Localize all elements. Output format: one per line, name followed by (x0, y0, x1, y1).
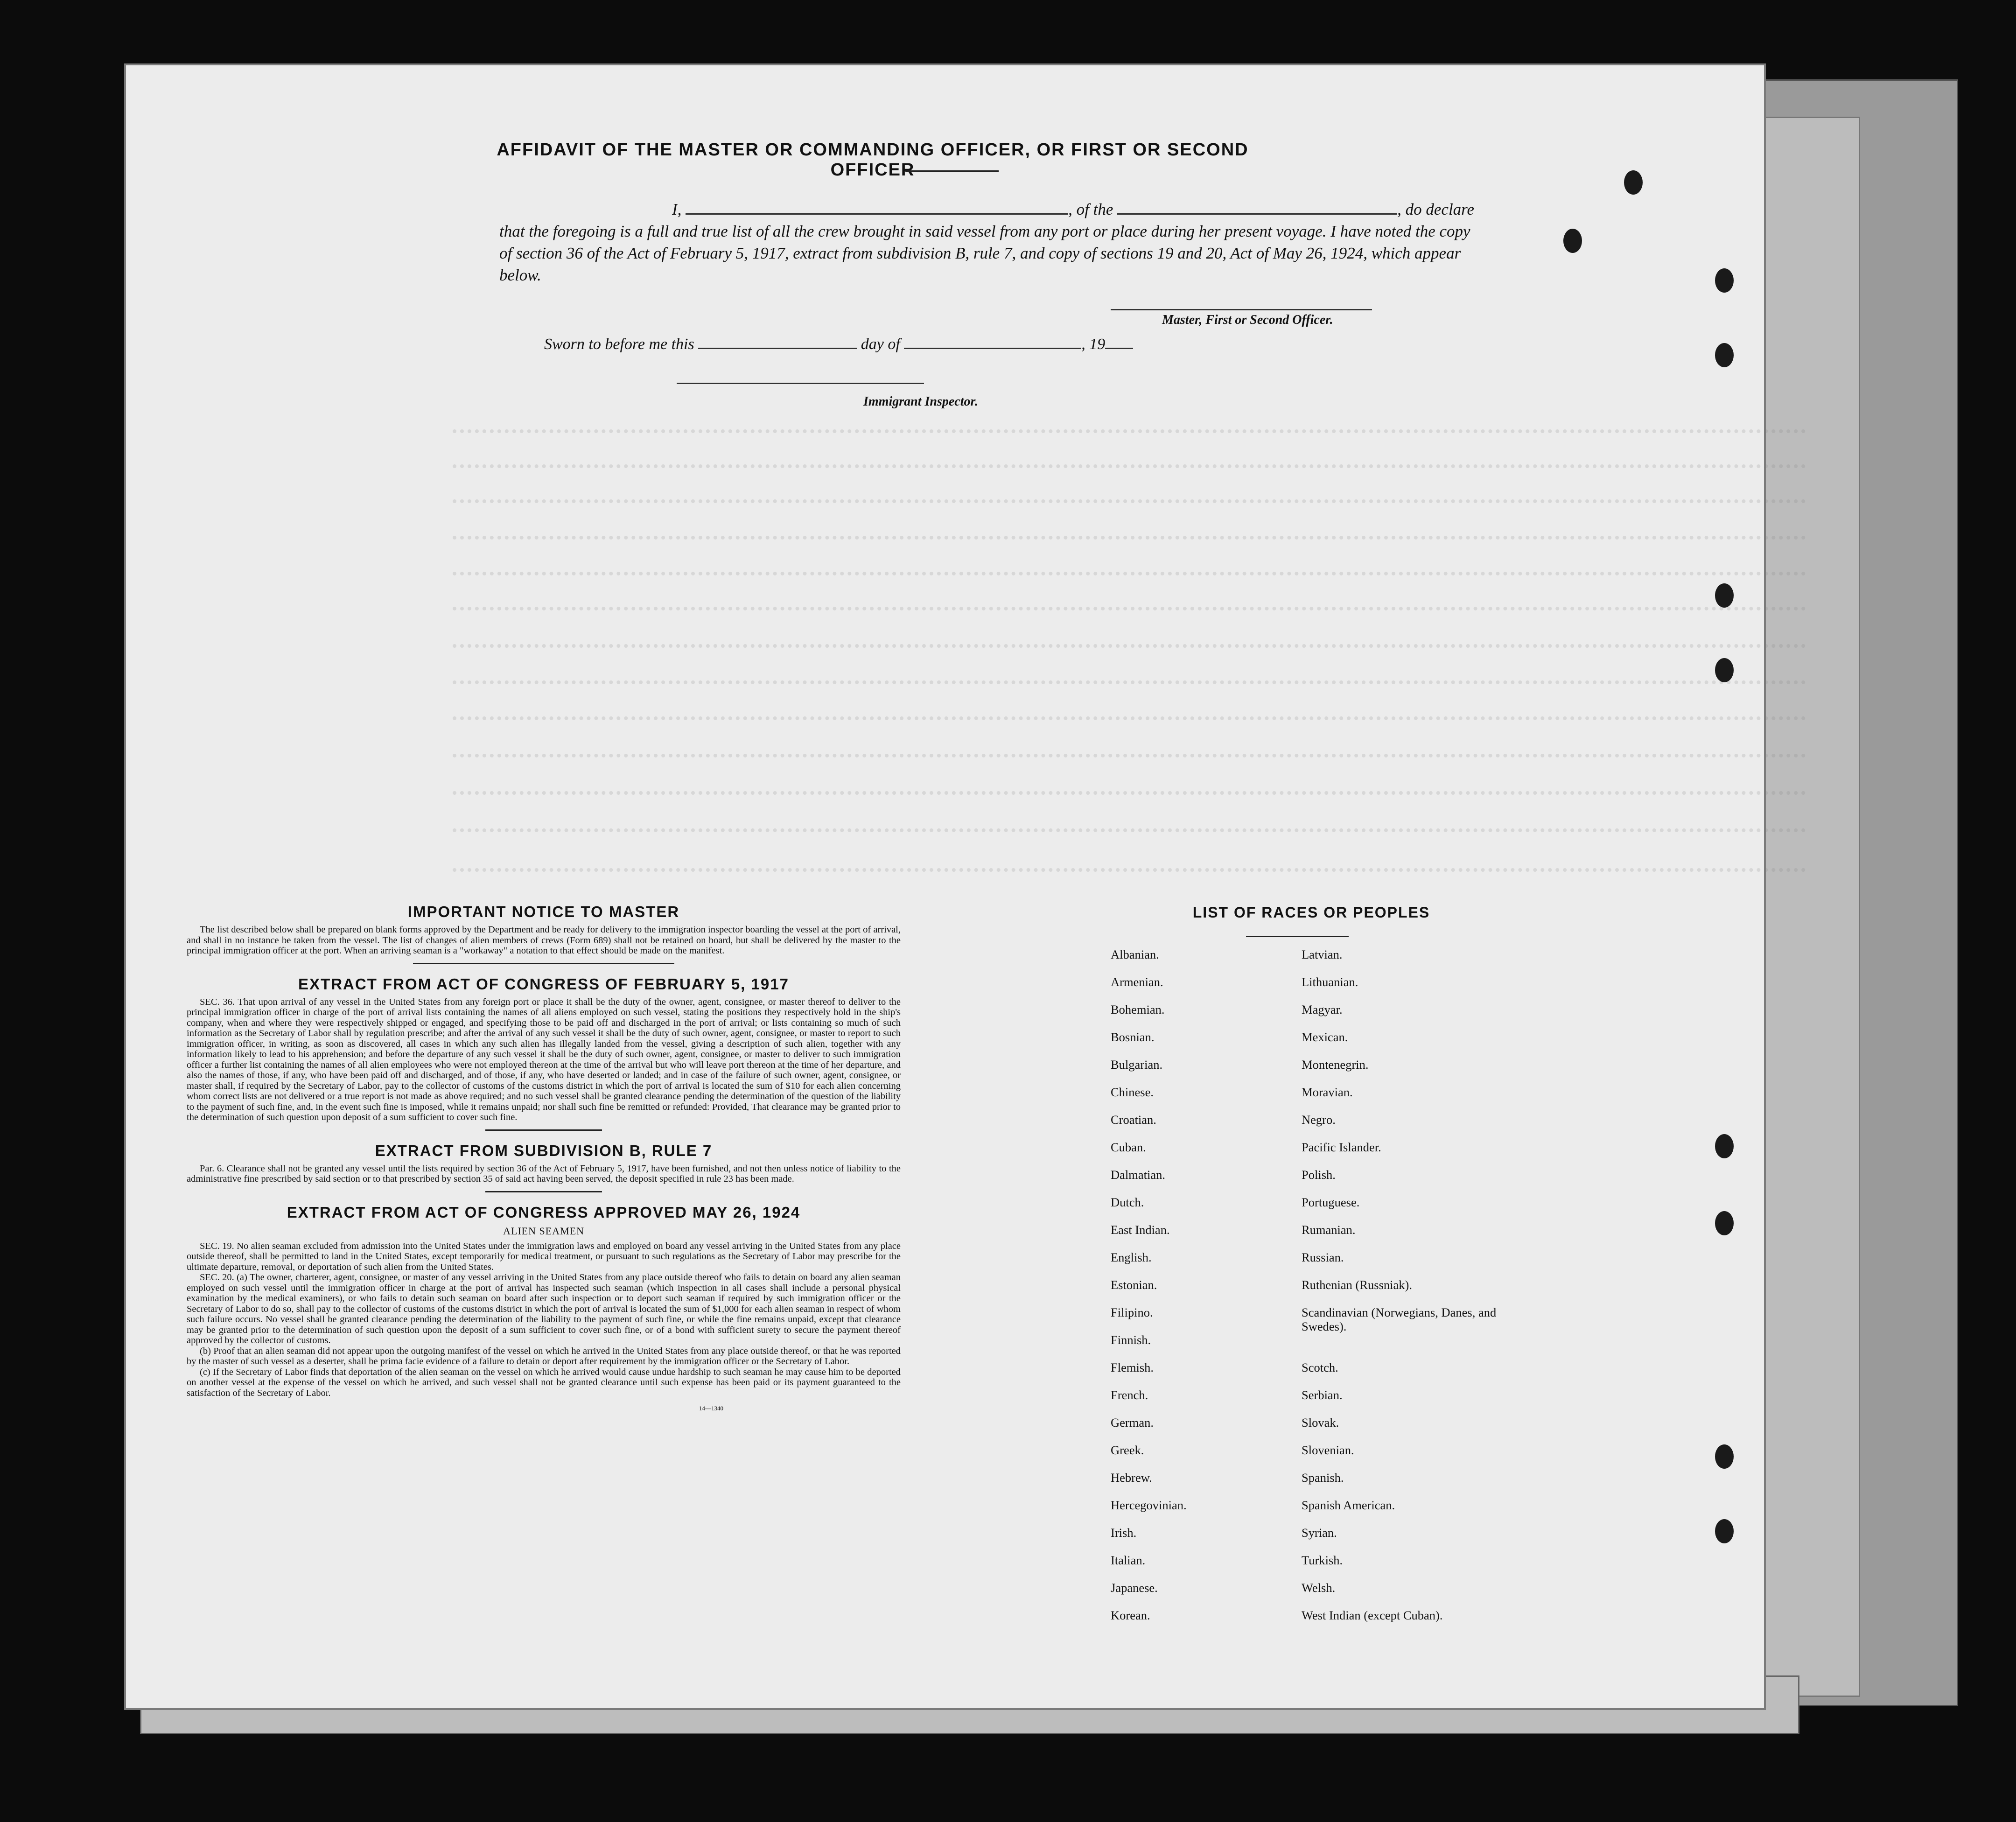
bleed-through-row (453, 499, 1806, 504)
extract-1924-sec19: SEC. 19. No alien seaman excluded from admission into the United States under the immigration laws and employed on board any vessel arriving in the United States from any place outside thereof, shall be permitted to land in the United States, except temporarily for medical treatment, or pursuant to such regulations as the Secretary of Labor may prescribe for the ultimate departure, removal, or deportation of such alien from the United States. (187, 1240, 901, 1272)
race-item: Filipino. (1111, 1305, 1153, 1319)
race-item: Serbian. (1302, 1388, 1343, 1402)
race-item: Italian. (1111, 1553, 1146, 1567)
bleed-through-row (453, 429, 1806, 434)
bleed-through-row (453, 536, 1806, 540)
punch-hole (1715, 1519, 1734, 1543)
race-item: Syrian. (1302, 1526, 1337, 1540)
title-rule (905, 170, 999, 172)
race-item: Dutch. (1111, 1195, 1144, 1209)
affidavit-i-label: I, (672, 200, 682, 218)
bleed-through-row (453, 464, 1806, 469)
race-item: Rumanian. (1302, 1223, 1356, 1237)
extract-1924-body (187, 1241, 901, 1399)
race-item: English. (1111, 1250, 1152, 1264)
extract-rule7-title: EXTRACT FROM SUBDIVISION B, RULE 7 (375, 1142, 713, 1159)
notice-column (187, 903, 901, 1412)
race-item: Ruthenian (Russniak). (1302, 1278, 1412, 1292)
affidavit-title: AFFIDAVIT OF THE MASTER OR COMMANDING OFFICER, OR FIRST OR SECOND OFFICER (497, 140, 1249, 180)
race-item: Latvian. (1302, 947, 1343, 961)
sworn-year-field[interactable] (1105, 334, 1133, 349)
section-rule (485, 1191, 602, 1192)
sworn-month-field[interactable] (904, 334, 1081, 349)
race-item: Finnish. (1111, 1333, 1151, 1347)
inspector-caption: Immigrant Inspector. (863, 394, 978, 409)
race-item: Albanian. (1111, 947, 1159, 961)
race-item: Flemish. (1111, 1360, 1154, 1374)
of-the-label: , of the (1068, 200, 1113, 218)
race-item: German. (1111, 1416, 1154, 1430)
extract-1917-title: EXTRACT FROM ACT OF CONGRESS OF FEBRUARY 5, 1917 (298, 975, 789, 993)
declare-label: , do declare (1397, 200, 1475, 218)
races-list-left (1111, 947, 1187, 1636)
extract-rule7-paragraph: Par. 6. Clearance shall not be granted any vessel until the lists required by section 36 of the Act of February 5, 1917, have been furnished, and not then unless notice of liability to the administrative fine prescribed by said section or to that prescribed by section 35 of said act having been served, the deposit specified in rule 23 has been made. (187, 1163, 901, 1184)
race-item: Moravian. (1302, 1085, 1353, 1099)
race-item: Irish. (1111, 1526, 1137, 1540)
race-item: Welsh. (1302, 1581, 1336, 1595)
race-item: Spanish. (1302, 1471, 1344, 1485)
notice-title: IMPORTANT NOTICE TO MASTER (407, 903, 680, 920)
bleed-through-row (453, 644, 1806, 649)
race-item: Hebrew. (1111, 1471, 1152, 1485)
race-item: Polish. (1302, 1168, 1336, 1182)
document-page (126, 65, 1764, 1708)
bleed-through-row (453, 868, 1806, 873)
race-item: Armenian. (1111, 975, 1163, 989)
race-item: Bulgarian. (1111, 1058, 1163, 1072)
year-label: , 19 (1081, 336, 1106, 353)
punch-hole (1715, 343, 1734, 367)
race-item: East Indian. (1111, 1223, 1170, 1237)
affidavit-body (499, 198, 1479, 286)
bleed-through-row (453, 828, 1806, 833)
inspector-signature-line[interactable] (677, 383, 924, 384)
race-item: Montenegrin. (1302, 1058, 1369, 1072)
race-item: Scandinavian (Norwegians, Danes, and Swedes). (1302, 1305, 1497, 1333)
race-item: Pacific Islander. (1302, 1140, 1381, 1154)
extract-1924-title: EXTRACT FROM ACT OF CONGRESS APPROVED MAY 26, 1924 (287, 1203, 801, 1221)
race-item: Dalmatian. (1111, 1168, 1165, 1182)
extract-1924-sec20a: SEC. 20. (a) The owner, charterer, agent, consignee, or master of any vessel arriving in the United States from any place outside thereof who fails to detain on board any alien seaman employed on such vessel until the immigration officer in charge at the port of arrival has inspected such seaman (which inspection in all cases shall include a personal physical examination by the medical examiners), or who fails to detain such seaman on board after such inspection or to deport such seaman if required by such immigration officer or the Secretary of Labor to do so, shall pay to the collector of customs of the customs district in which the port of arrival is located the sum of $1,000 for each alien seaman in respect of whom such failure occurs. No vessel shall be granted clearance pending the determination of the liability to the payment of such fine, or while the fine remains unpaid, except that clearance may be granted prior to the determination of such question upon the deposit of a sum sufficient to cover such fine, or of a bond with sufficient surety to secure the payment thereof approved by the collector of customs. (187, 1272, 901, 1345)
bleed-through-row (453, 791, 1806, 796)
extract-1924-sec20c: (c) If the Secretary of Labor finds that deportation of the alien seaman on the vessel on which he arrived would cause undue hardship to such seaman he may cause him to be deported on another vessel at the expense of the vessel on which he arrived, and such vessel shall not be granted clearance until such expense has been paid or its payment guaranteed to the satisfaction of the Secretary of Labor. (187, 1366, 901, 1398)
races-title: LIST OF RACES OR PEOPLES (1192, 904, 1430, 921)
race-item: Estonian. (1111, 1278, 1157, 1292)
notice-paragraph: The list described below shall be prepared on blank forms approved by the Department and be ready for delivery to the immigration inspector boarding the vessel at the port of arrival, and shall in no instance be taken from the vessel. The list of changes of alien members of crews (Form 689) shall not be retained on board, but shall be delivered by the master to the principal immigration officer at the port. When an arriving seaman is a "workaway" a notation to that effect should be made on the manifest. (187, 925, 901, 956)
punch-hole (1715, 658, 1734, 682)
sworn-day-field[interactable] (698, 334, 857, 349)
affidavit-line-1 (499, 198, 1479, 220)
race-item: Japanese. (1111, 1581, 1158, 1595)
race-item: Slovenian. (1302, 1443, 1354, 1457)
race-item: Hercegovinian. (1111, 1498, 1187, 1512)
race-item: French. (1111, 1388, 1148, 1402)
race-item: Cuban. (1111, 1140, 1146, 1154)
punch-hole (1715, 1211, 1734, 1235)
races-rule (1246, 936, 1349, 937)
race-item: Scotch. (1302, 1360, 1338, 1374)
extract-1917-body (187, 997, 901, 1123)
race-item: Bohemian. (1111, 1002, 1165, 1016)
race-item: Chinese. (1111, 1085, 1154, 1099)
race-item: Mexican. (1302, 1030, 1348, 1044)
race-item: Turkish. (1302, 1553, 1343, 1567)
race-item: Spanish American. (1302, 1498, 1395, 1512)
bleed-through-row (453, 572, 1806, 576)
race-item: Greek. (1111, 1443, 1144, 1457)
race-item: Magyar. (1302, 1002, 1343, 1016)
race-item: Croatian. (1111, 1113, 1156, 1127)
punch-hole (1715, 1444, 1734, 1469)
punch-hole (1624, 170, 1643, 195)
punch-hole (1715, 583, 1734, 608)
race-item: Korean. (1111, 1608, 1150, 1622)
extract-1917-paragraph: SEC. 36. That upon arrival of any vessel in the United States from any foreign port or place it shall be the duty of the owner, agent, consignee, or master thereof to deliver to the principal immigration officer in charge of the port of arrival lists containing the names of all aliens employed on such vessel, stating the positions they respectively hold in the ship's company, when and where they were respectively shipped or engaged, and specifying those to be paid off and discharged in the port of arrival; or lists containing so much of such information as the Secretary of Labor shall by regulation prescribe; and after the arrival of any such vessel it shall be the duty of such owner, agent, consignee, or master to report to such immigration officer, in writing, as soon as discovered, all cases in which any such alien has illegally landed from the vessel, giving a description of such alien, together with any information likely to lead to his apprehension; and before the departure of any such vessel it shall be the duty of such owner, agent, consignee, or master to deliver to such immigration officer a further list containing the names of all alien employees who were not employed thereon at the time of the arrival but who will leave port thereon at the time of her departure, and also the names of those, if any, who have been paid off and discharged, and of those, if any, who have deserted or landed; and in case of the failure of such owner, agent, consignee, or master shall, if required by the Secretary of Labor, pay to the collector of customs of the customs district in which the port of arrival is located the sum of $10 for each alien concerning whom correct lists are not delivered or a true report is not made as above required; and no such vessel shall be granted clearance pending the determination of the question of the liability to the payment of such fine, and, in the event such fine is imposed, while it remains unpaid; nor shall such fine be remitted or refunded: Provided, That clearance may be granted prior to the determination of such question upon deposit of a sum sufficient to cover such fine. (187, 996, 901, 1122)
section-rule (485, 1129, 602, 1131)
affidavit-statement: that the foregoing is a full and true list of all the crew brought in said vessel from any port or place during her present voyage. I have noted the copy of section 36 of the Act of February 5, 1917, extract from subdivision B, rule 7, and copy of sections 19 and 20, Act of May 26, 1924, which appear below. (499, 222, 1470, 284)
form-number: 14—1340 (699, 1405, 723, 1412)
extract-rule7-body (187, 1163, 901, 1184)
races-list-right (1302, 947, 1502, 1636)
race-item: Negro. (1302, 1113, 1336, 1127)
punch-hole (1715, 268, 1734, 293)
notice-body (187, 925, 901, 956)
race-item: Portuguese. (1302, 1195, 1360, 1209)
extract-1924-sec20b: (b) Proof that an alien seaman did not appear upon the outgoing manifest of the vessel on which he arrived in the United States from any place outside thereof, or that he was reported by the master of such vessel as a deserter, shall be prima facie evidence of a failure to detain or deport after requirement by the immigration officer or the Secretary of Labor. (187, 1345, 901, 1366)
sworn-line (544, 334, 1133, 353)
section-rule (413, 963, 674, 964)
race-item: West Indian (except Cuban). (1302, 1608, 1443, 1622)
bleed-through-row (453, 716, 1806, 721)
sworn-label: Sworn to before me this (544, 336, 694, 353)
race-item: Lithuanian. (1302, 975, 1358, 989)
master-signature-caption: Master, First or Second Officer. (1162, 313, 1333, 327)
master-signature-line[interactable] (1111, 309, 1372, 310)
declarant-name-field[interactable] (686, 199, 1068, 215)
race-item: Bosnian. (1111, 1030, 1155, 1044)
race-item: Slovak. (1302, 1416, 1339, 1430)
race-item: Russian. (1302, 1250, 1344, 1264)
punch-hole (1715, 1134, 1734, 1158)
vessel-name-field[interactable] (1117, 199, 1397, 215)
bleed-through-row (453, 607, 1806, 611)
alien-seamen-subtitle: ALIEN SEAMEN (503, 1225, 584, 1237)
bleed-through-row (453, 680, 1806, 685)
day-of-label: day of (861, 336, 900, 353)
bleed-through-row (453, 754, 1806, 758)
punch-hole (1563, 229, 1582, 253)
